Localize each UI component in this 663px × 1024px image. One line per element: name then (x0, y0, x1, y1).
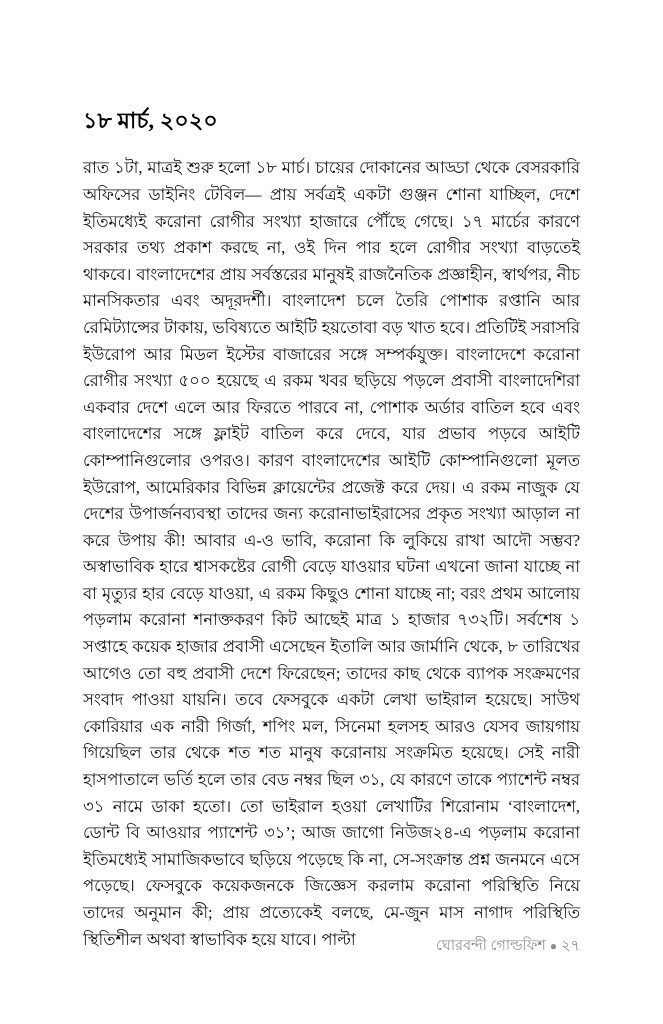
footer-book-title: ঘোরবন্দী গোল্ডফিশ (436, 938, 546, 954)
footer-separator-bullet: ● (549, 939, 558, 954)
body-paragraph: রাত ১টা, মাত্রই শুরু হলো ১৮ মার্চ। চায়ের দোকানের আড্ডা থেকে বেসরকারি অফিসের ডাইনিং টেবিল— প্রায় সর্বত্রই একটা গুঞ্জন শোনা যাচ্ছিল, দেশে ইতিমধ্যেই করোনা রোগীর সংখ্যা হাজারে পৌঁছে গেছে। ১৭ মার্চের কারণে সরকার তথ্য প্রকাশ করছে না, ওই দিন পার হলে রোগীর সংখ্যা বাড়তেই থাকবে। বাংলাদেশের প্রায় সর্বস্তরের মানুষই রাজনৈতিক প্রজ্ঞাহীন, স্বার্থপর, নীচ মানসিকতার এবং অদূরদর্শী। বাংলাদেশ চলে তৈরি পোশাক রপ্তানি আর রেমিট্যান্সের টাকায়, ভবিষ্যতে আইটি হয়তোবা বড় খাত হবে। প্রতিটিই সরাসরি ইউরোপ আর মিডল ইস্টের বাজারের সঙ্গে সম্পর্কযুক্ত। বাংলাদেশে করোনা রোগীর সংখ্যা ৫০০ হয়েছে এ রকম খবর ছড়িয়ে পড়লে প্রবাসী বাংলাদেশিরা একবার দেশে এলে আর ফিরতে পারবে না, পোশাক অর্ডার বাতিল হবে এবং বাংলাদেশের সঙ্গে ফ্লাইট বাতিল করে দেবে, যার প্রভাব পড়বে আইটি কোম্পানিগুলোর ওপরও। কারণ বাংলাদেশের আইটি কোম্পানিগুলো মূলত ইউরোপ, আমেরিকার বিভিন্ন ক্লায়েন্টের প্রজেক্ট করে দেয়। এ রকম নাজুক যে দেশের উপার্জনব্যবস্থা তাদের জন্য করোনাভাইরাসের প্রকৃত সংখ্যা আড়াল না করে উপায় কী! আবার এ-ও ভাবি, করোনা কি লুকিয়ে রাখা আদৌ সম্ভব? অস্বাভাবিক হারে শ্বাসকষ্টের রোগী বেড়ে যাওয়ার ঘটনা এখনো জানা যাচ্ছে না বা মৃত্যুর হার বেড়ে যাওয়া, এ রকম কিছুও শোনা যাচ্ছে না; বরং প্রথম আলোয় পড়লাম করোনা শনাক্তকরণ কিট আছেই মাত্র ১ হাজার ৭৩২টি। সর্বশেষ ১ সপ্তাহে কয়েক হাজার প্রবাসী এসেছেন ইতালি আর জার্মানি থেকে, ৮ তারিখের আগেও তো বহু প্রবাসী দেশে ফিরেছেন; তাদের কাছ থেকে ব্যাপক সংক্রমণের সংবাদ পাওয়া যায়নি। তবে ফেসবুকে একটা লেখা ভাইরাল হয়েছে। সাউথ কোরিয়ার এক নারী গির্জা, শপিং মল, সিনেমা হলসহ আরও যেসব জায়গায় গিয়েছিল তার থেকে শত শত মানুষ করোনায় সংক্রমিত হয়েছে। সেই নারী হাসপাতালে ভর্তি হলে তার বেড নম্বর ছিল ৩১, যে কারণে তাকে প্যাশেন্ট নম্বর ৩১ নামে ডাকা হতো। তো ভাইরাল হওয়া লেখাটির শিরোনাম ‘বাংলাদেশ, ডোন্ট বি আওয়ার প্যাশেন্ট ৩১’; আজ জাগো নিউজ২৪-এ পড়লাম করোনা ইতিমধ্যেই সামাজিকভাবে ছড়িয়ে পড়েছে কি না, সে-সংক্রান্ত প্রশ্ন জনমনে এসে পড়েছে। ফেসবুকে কয়েকজনকে জিজ্ঞেস করলাম করোনা পরিস্থিতি নিয়ে তাদের অনুমান কী; প্রায় প্রত্যেকেই বলছে, মে-জুন মাস নাগাদ পরিস্থিতি স্থিতিশীল অথবা স্বাভাবিক হয়ে যাবে। পাল্টা (83, 158, 580, 949)
footer-page-number: ২৭ (561, 938, 580, 954)
chapter-title: ১৮ মার্চ, ২০২০ (83, 108, 218, 133)
page-content (83, 0, 580, 953)
page-footer (83, 938, 580, 955)
